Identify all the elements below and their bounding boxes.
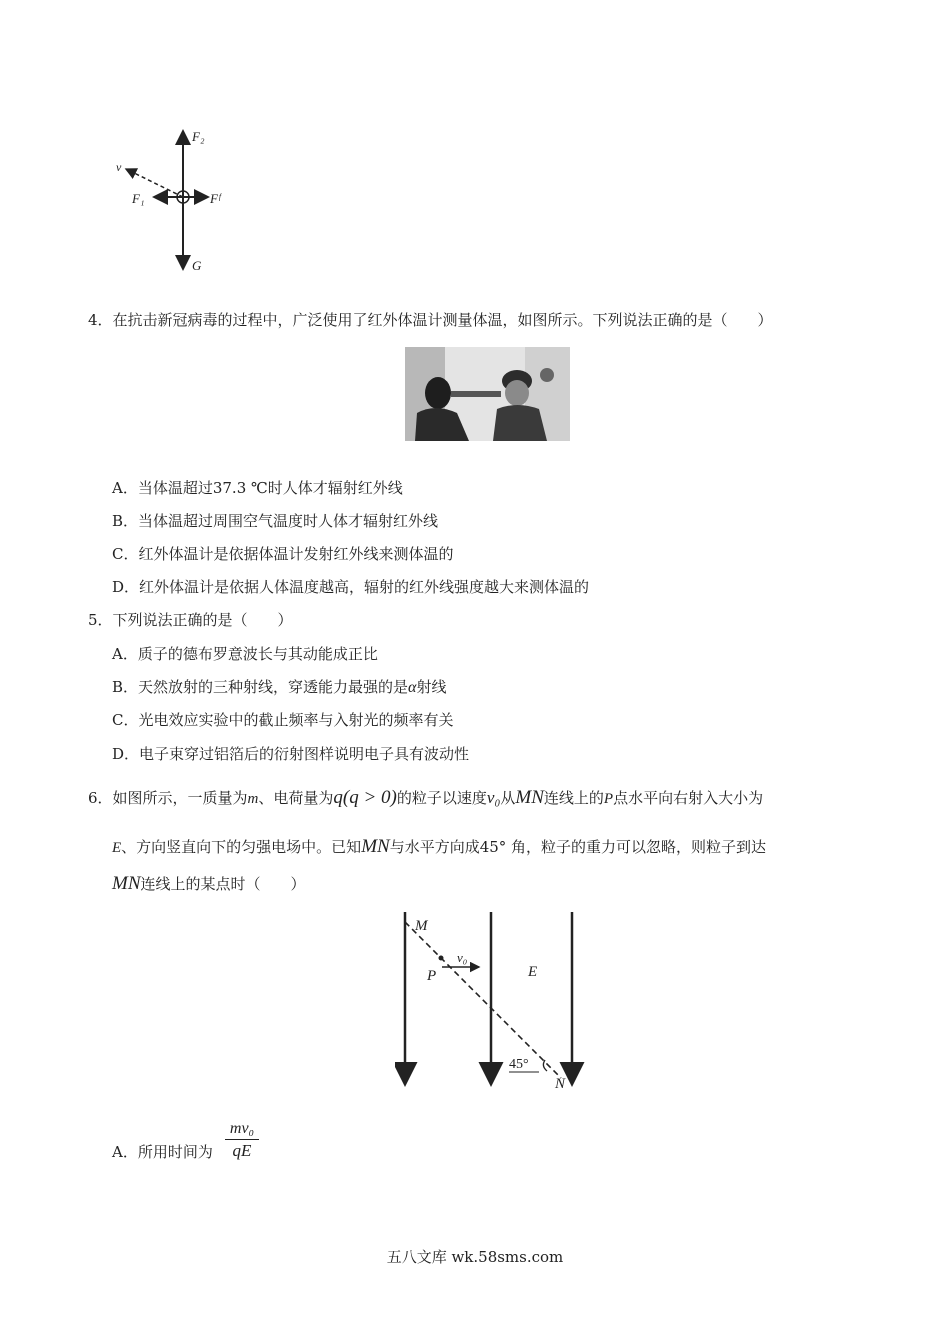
q6-text: 的粒子以速度: [396, 789, 487, 807]
label-e: E: [528, 964, 538, 980]
label-v0: v₀: [457, 950, 468, 965]
q5-option-b: [112, 677, 446, 698]
force-diagram: [110, 125, 250, 275]
q5-option-a: A．质子的德布罗意波长与其动能成正比: [112, 645, 378, 663]
q6-text: 6．如图所示，一质量为: [88, 789, 248, 807]
q4-option-c: C．红外体温计是依据体温计发射红外线来测体温的: [112, 545, 454, 563]
q6-text: 、方向竖直向下的匀强电场中。已知: [121, 838, 362, 856]
angle-arc: [543, 1060, 547, 1071]
ff-label: Fᶠ: [210, 191, 221, 206]
f1-label: F₁: [132, 191, 145, 206]
f2-label: F₂: [192, 129, 205, 144]
q4-stem: 4．在抗击新冠病毒的过程中，广泛使用了红外体温计测量体温，如图所示。下列说法正确的是（ ）: [88, 311, 773, 329]
q6-text: 与水平方向成45° 角，粒子的重力可以忽略，则粒子到达: [389, 838, 767, 856]
q6-option-a: A．所用时间为: [112, 1143, 213, 1161]
q5-option-d: D．电子束穿过铝箔后的衍射图样说明电子具有波动性: [112, 745, 470, 763]
point-p: [439, 956, 444, 961]
field-e-symbol: E: [112, 840, 122, 856]
mass-symbol: m: [247, 791, 259, 807]
mn-symbol: MN: [361, 836, 390, 857]
label-angle: 45°: [509, 1057, 529, 1072]
fraction-numerator: mv₀: [225, 1120, 259, 1140]
time-fraction: [225, 1120, 259, 1161]
q5-stem: 5．下列说法正确的是（ ）: [88, 611, 293, 629]
mn-dashed-line: [405, 922, 561, 1078]
v-label: v: [116, 160, 122, 174]
q6-text: 从: [500, 789, 516, 807]
q5-option-c: C．光电效应实验中的截止频率与入射光的频率有关: [112, 711, 454, 729]
q6-text: 连线上的某点时（ ）: [140, 875, 306, 893]
label-p: P: [427, 968, 437, 984]
thermometer-photo: [405, 347, 570, 441]
q6-text: 点水平向右射入大小为: [613, 789, 764, 807]
q4-option-d: D．红外体温计是依据人体温度越高，辐射的红外线强度越大来测体温的: [112, 578, 590, 596]
q5-option-b-suffix: 射线: [416, 678, 447, 696]
alpha-symbol: α: [408, 679, 417, 696]
q4-option-b: B．当体温超过周围空气温度时人体才辐射红外线: [112, 512, 439, 530]
charge-expression: q(q > 0): [333, 787, 397, 808]
label-m: M: [415, 918, 428, 934]
g-label: G: [192, 258, 202, 273]
mn-symbol: MN: [515, 787, 544, 808]
page-footer: 五八文库 wk.58sms.com: [386, 1248, 564, 1266]
mn-symbol: MN: [112, 873, 141, 894]
q6-text: 、电荷量为: [258, 789, 334, 807]
q6-line-1: [88, 786, 763, 811]
fraction-denominator: qE: [232, 1141, 252, 1160]
q4-option-a: A．当体温超过37.3 ℃时人体才辐射红外线: [112, 479, 403, 497]
electric-field-diagram: [395, 908, 595, 1093]
label-n: N: [555, 1076, 566, 1092]
q6-line-2: [112, 835, 766, 860]
q5-option-b-text: B．天然放射的三种射线，穿透能力最强的是: [112, 678, 409, 696]
q6-text: 连线上的: [543, 789, 604, 807]
velocity-symbol: v₀: [486, 788, 501, 807]
q6-line-3: [112, 872, 306, 896]
point-p-symbol: P: [603, 791, 614, 807]
